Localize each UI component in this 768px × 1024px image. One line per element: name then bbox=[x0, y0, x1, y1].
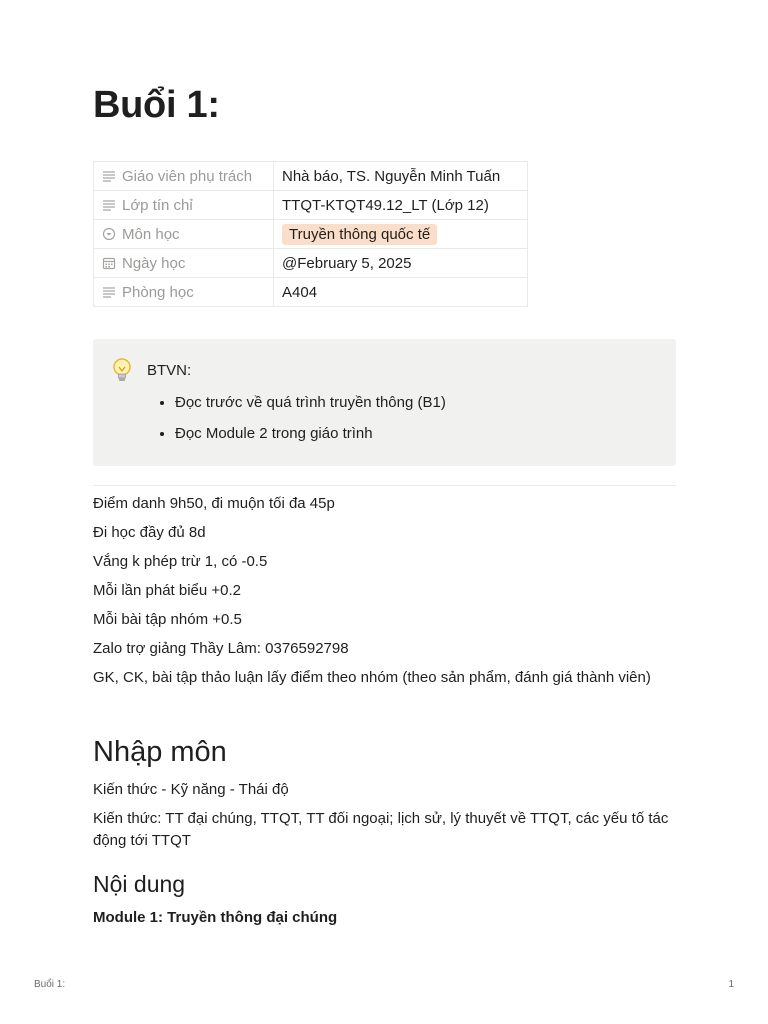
note-line: Mỗi bài tập nhóm +0.5 bbox=[93, 611, 242, 628]
property-value-date[interactable]: @February 5, 2025 bbox=[274, 249, 528, 278]
callout-title: BTVN: bbox=[147, 362, 192, 379]
intro-line: Kiến thức: TT đại chúng, TTQT, TT đối ngoại; lịch sử, lý thuyết về TTQT, các yếu tố tác động tới TTQT bbox=[93, 810, 669, 849]
property-value[interactable]: TTQT-KTQT49.12_LT (Lớp 12) bbox=[274, 191, 528, 220]
note-line: Mỗi lần phát biểu +0.2 bbox=[93, 582, 242, 599]
homework-callout bbox=[93, 339, 676, 466]
text-lines-icon bbox=[102, 285, 116, 299]
property-label: Giáo viên phụ trách bbox=[122, 167, 253, 185]
list-item: • Đọc trước về quá trình truyền thông (B1) bbox=[175, 391, 446, 422]
property-row-room[interactable] bbox=[94, 278, 528, 307]
calendar-icon bbox=[102, 256, 116, 270]
intro-line: Kiến thức - Kỹ năng - Thái độ bbox=[93, 781, 289, 798]
footer-title: Buổi 1: bbox=[34, 979, 66, 990]
note-line: Đi học đầy đủ 8d bbox=[93, 524, 206, 541]
property-key bbox=[94, 278, 274, 307]
text-lines-icon bbox=[102, 198, 116, 212]
select-icon bbox=[102, 227, 116, 241]
divider bbox=[93, 485, 676, 486]
page-title: Buổi 1: bbox=[93, 84, 220, 126]
list-item: • Đọc Module 2 trong giáo trình bbox=[175, 422, 446, 453]
note-line: GK, CK, bài tập thảo luận lấy điểm theo nhóm (theo sản phẩm, đánh giá thành viên) bbox=[93, 669, 651, 686]
notes-block bbox=[93, 493, 676, 696]
properties-table bbox=[93, 161, 528, 307]
property-label: Ngày học bbox=[122, 254, 186, 272]
property-key bbox=[94, 249, 274, 278]
property-row-subject[interactable] bbox=[94, 220, 528, 249]
property-label: Phòng học bbox=[122, 283, 194, 301]
callout-list bbox=[147, 391, 446, 453]
property-key bbox=[94, 220, 274, 249]
subheading: Nội dung bbox=[93, 871, 186, 897]
property-value[interactable] bbox=[274, 220, 528, 249]
page-number: 1 bbox=[728, 979, 734, 990]
section-heading: Nhập môn bbox=[93, 736, 227, 768]
property-label: Lớp tín chỉ bbox=[122, 196, 193, 214]
intro-block bbox=[93, 779, 676, 859]
lightbulb-icon bbox=[111, 357, 133, 385]
property-value[interactable]: Nhà báo, TS. Nguyễn Minh Tuấn bbox=[274, 162, 528, 191]
module-line: Module 1: Truyền thông đại chúng bbox=[93, 909, 338, 926]
note-line: Vắng k phép trừ 1, có -0.5 bbox=[93, 553, 268, 570]
property-row-date[interactable] bbox=[94, 249, 528, 278]
subject-tag[interactable]: Truyền thông quốc tế bbox=[282, 224, 437, 245]
note-line: Điểm danh 9h50, đi muộn tối đa 45p bbox=[93, 495, 335, 512]
property-row-class[interactable] bbox=[94, 191, 528, 220]
property-row-teacher[interactable] bbox=[94, 162, 528, 191]
property-label: Môn học bbox=[122, 225, 180, 243]
text-lines-icon bbox=[102, 169, 116, 183]
property-key bbox=[94, 162, 274, 191]
note-line: Zalo trợ giảng Thầy Lâm: 0376592798 bbox=[93, 640, 349, 657]
property-key bbox=[94, 191, 274, 220]
property-value[interactable]: A404 bbox=[274, 278, 528, 307]
